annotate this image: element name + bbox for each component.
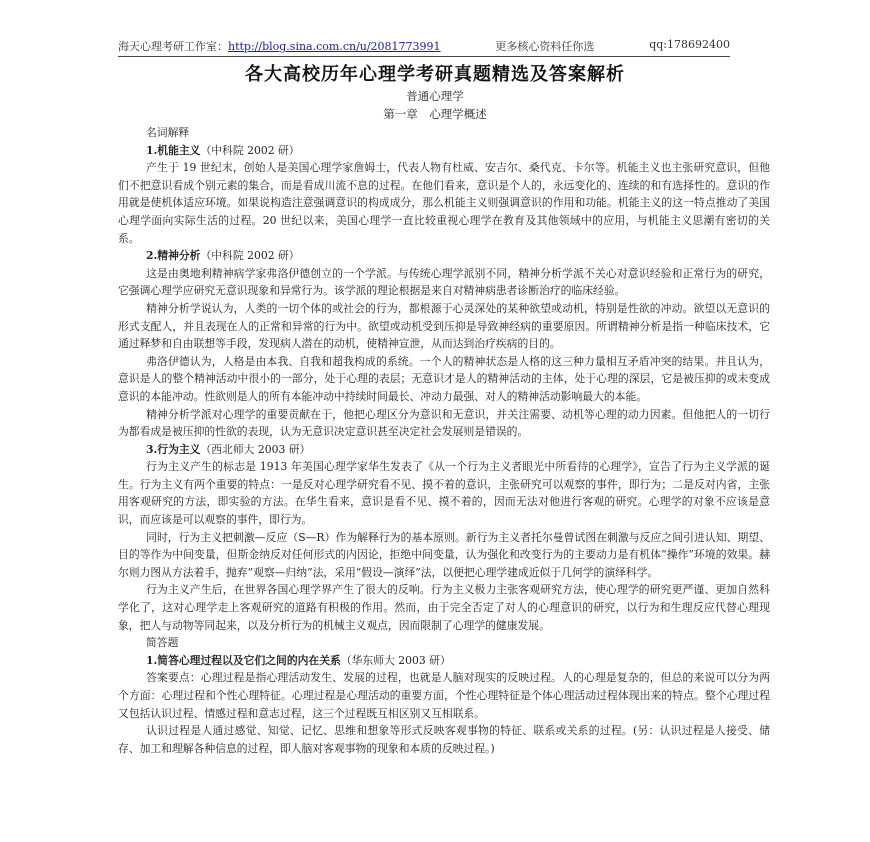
question-title: 1.简答心理过程以及它们之间的内在关系 [146, 653, 341, 667]
term-source: （中科院 2002 研） [200, 249, 300, 263]
paragraph: 产生于 19 世纪末，创始人是美国心理学家詹姆士，代表人物有杜威、安吉尔、桑代克、卡尔等。机能主义也主张研究意识，但他们不把意识看成个别元素的集合，而是看成川流不息的过程。在他们看来，意识是个人的，永远变化的、连续的和有选择性的。意识的作用就是使机体适应环境。如果说构造注意强调意识的构成成分，那么机能主义则强调意识的作用和功能。机能主义的这一特点推动了美国心理学面向实际生活的过程。20 世纪以来，美国心理学一直比较重视心理学在教育及其他领域中的应用，与机能主义思潮有密切的关系。 [118, 161, 770, 245]
term-heading [118, 142, 770, 160]
term-title: 1.机能主义 [146, 143, 201, 157]
paragraph: 这是由奥地利精神病学家弗洛伊德创立的一个学派。与传统心理学派别不同，精神分析学派不关心对意识经验和正常行为的研究，它强调心理学应研究无意识现象和异常行为。该学派的理论根据是来自对精神病患者诊断治疗的临床经验。 [118, 266, 770, 298]
term-title: 2.精神分析 [146, 249, 201, 263]
paragraph: 精神分析学说认为，人类的一切个体的或社会的行为，都根源于心灵深处的某种欲望或动机，特别是性欲的冲动。欲望以无意识的形式支配人，并且表现在人的正常和异常的行为中。欲望或动机受到压抑是导致神经病的重要原因。所谓精神分析是指一种临床技术，它通过释梦和自由联想等手段，发现病人潜在的动机，使精神宣泄，从而达到治疗疾病的目的。 [118, 301, 770, 351]
question-source: （华东师大 2003 研） [340, 653, 451, 667]
paragraph: 精神分析学派对心理学的重要贡献在于，他把心理区分为意识和无意识，并关注需要、动机等心理的动力因素。但他把人的一切行为都看成是被压抑的性欲的表现，认为无意识决定意识甚至决定社会发展则是错误的。 [118, 407, 770, 439]
paragraph: 行为主义产生的标志是 1913 年美国心理学家华生发表了《从一个行为主义者眼光中所看待的心理学》，宣告了行为主义学派的诞生。行为主义有两个重要的特点：一是反对心理学研究看不见、摸不着的意识，主张研究可以观察的事件，即行为；二是反对内省，主张用客观研究的方法，即实验的方法。在华生看来，意识是看不见、摸不着的，因而无法对他进行客观的研究。心理学的对象不应该是意识，而应该是可以观察的事件，即行为。 [118, 460, 770, 527]
paragraph: 答案要点：心理过程是指心理活动发生、发展的过程，也就是人脑对现实的反映过程。人的心理是复杂的，但总的来说可以分为两个方面：心理过程和个性心理特征。心理过程是心理活动的重要方面，个性心理特征是个体心理活动过程体现出来的特点。整个心理过程又包括认识过程、情感过程和意志过程，这三个过程既互相区别又互相联系。 [118, 671, 770, 720]
paragraph: 弗洛伊德认为，人格是由本我、自我和超我构成的系统。一个人的精神状态是人格的这三种力量相互矛盾冲突的结果。并且认为，意识是人的整个精神活动中很小的一部分，处于心理的表层；无意识才是人的精神活动的主体，处于心理的深层，它是被压抑的或未变成意识的本能冲动。性欲则是人的所有本能冲动中持续时间最长、冲动力最强、对人的精神活动影响最大的本能。 [118, 354, 770, 403]
document-title: 各大高校历年心理学考研真题精选及答案解析 [245, 64, 625, 85]
document-subtitle: 普通心理学 [406, 89, 464, 103]
term-heading [118, 441, 770, 459]
term-title: 3.行为主义 [146, 442, 201, 456]
paragraph: 认识过程是人通过感觉、知觉、记忆、思维和想象等形式反映客观事物的特征、联系或关系的过程。(另：认识过程是人接受、储存、加工和理解各种信息的过程，即人脑对客观事物的现象和本质的反映过程。) [118, 724, 770, 755]
term-source: （西北师大 2003 研） [200, 442, 311, 456]
paragraph: 行为主义产生后，在世界各国心理学界产生了很大的反响。行为主义极力主张客观研究方法，使心理学的研究更严谨、更加自然科学化了，这对心理学走上客观研究的道路有积极的作用。然而，由于完全否定了对人的心理意识的研究，以行为和生理反应代替心理现象，把人与动物等同起来，以及分析行为的机械主义观点，因而限制了心理学的健康发展。 [118, 583, 770, 632]
paragraph: 同时，行为主义把刺激—反应（S—R）作为解释行为的基本原则。新行为主义者托尔曼曾试图在刺激与反应之间引进认知、期望、目的等作为中间变量，但斯金纳反对任何形式的内因论，拒绝中间变量，认为强化和改变行为的主要动力是有机体“操作”环境的效果。赫尔则力图从方法着手，抛弃“观察—归纳”法，采用“假设—演绎”法，以便把心理学建成近似于几何学的演绎科学。 [118, 530, 770, 579]
document-body [118, 124, 770, 757]
header-studio-label: 海天心理考研工作室： [118, 40, 228, 53]
term-source: （中科院 2002 研） [200, 143, 300, 157]
section-heading-short: 简答题 [146, 636, 179, 650]
header-left [118, 38, 441, 54]
section-heading-terms: 名词解释 [146, 126, 190, 139]
blog-link[interactable]: http://blog.sina.com.cn/u/2081773991 [228, 40, 441, 53]
chapter-heading: 第一章 心理学概述 [383, 107, 487, 121]
header-middle: 更多核心资料任你选 [495, 40, 595, 53]
question-heading [118, 652, 770, 670]
term-heading [118, 247, 770, 265]
header-qq: qq:178692400 [649, 38, 730, 51]
page-header [118, 38, 730, 57]
